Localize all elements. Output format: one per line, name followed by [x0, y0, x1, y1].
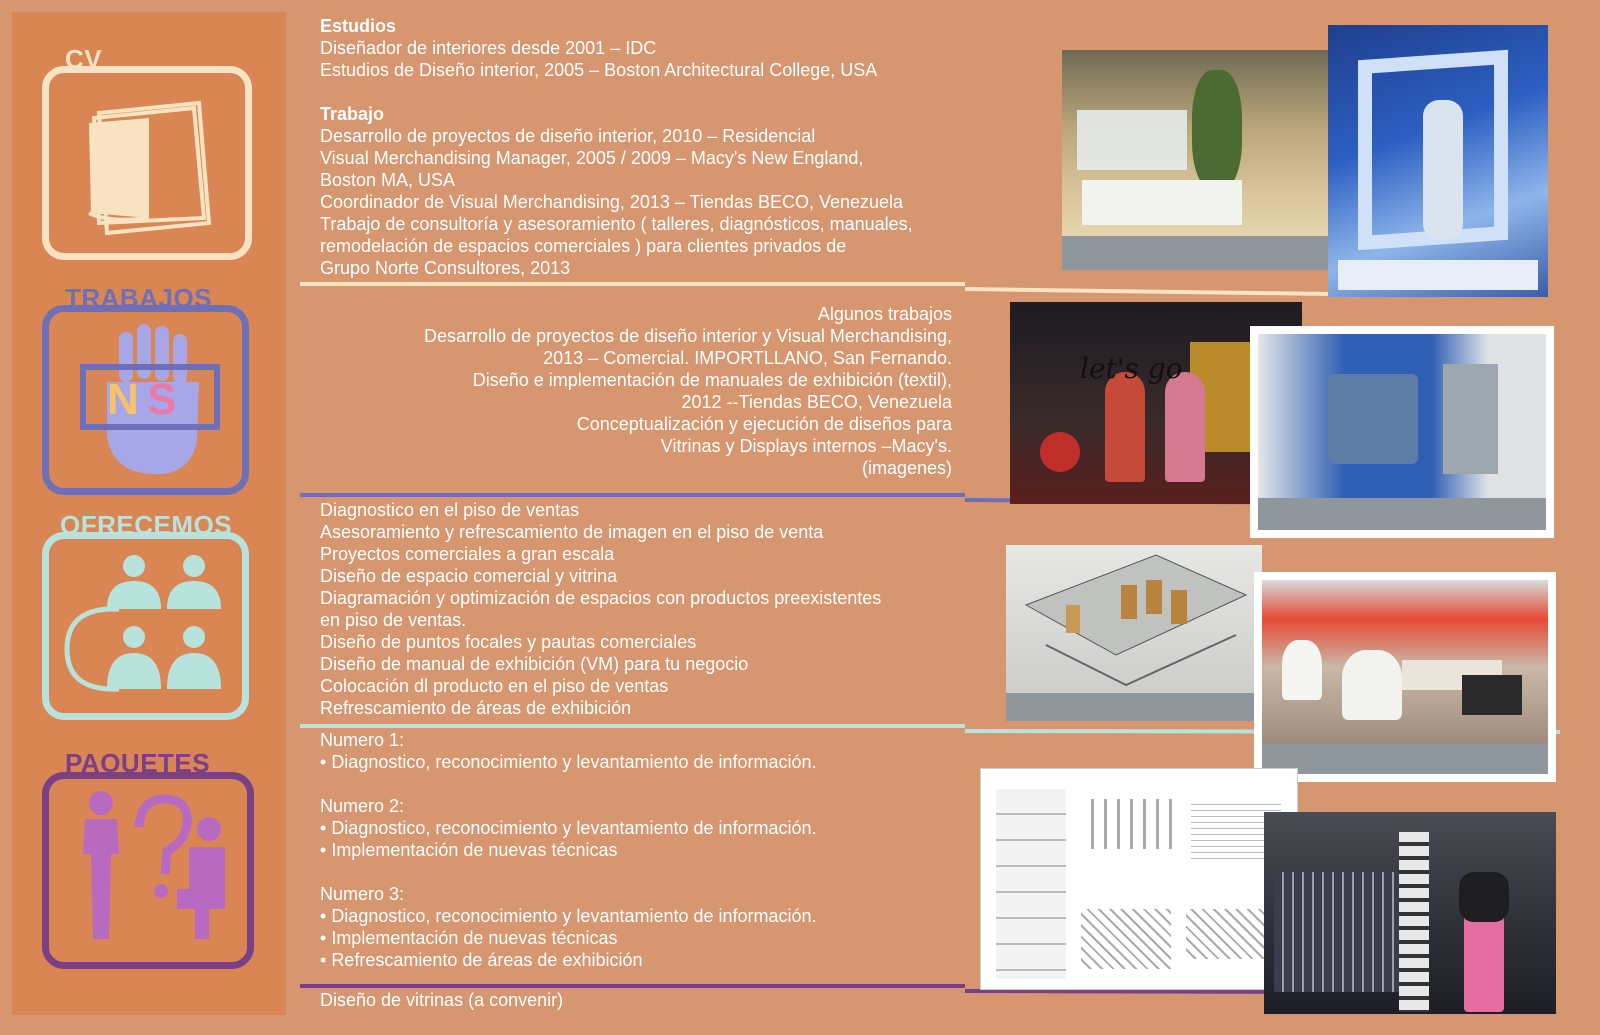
- trabajo-line: Trabajo de consultoría y asesoramiento ( talleres, diagnósticos, manuales,: [320, 214, 913, 234]
- section-title-cv: CV: [65, 44, 103, 74]
- paquetes-icon-box[interactable]: [42, 772, 254, 969]
- cv-icon-box[interactable]: [42, 66, 252, 260]
- photo-overlay-text: let's go: [1080, 352, 1183, 385]
- trabajos-block: [300, 303, 952, 479]
- estudios-line: Estudios de Diseño interior, 2005 – Boston Architectural College, USA: [320, 60, 878, 80]
- cv-block: [320, 15, 913, 279]
- trabajos-icon-box[interactable]: [42, 305, 249, 495]
- trabajo-line: remodelación de espacios comerciales ) para clientes privados de: [320, 236, 847, 256]
- ofrecemos-line: Diagramación y optimización de espacios con productos preexistentes: [320, 588, 882, 608]
- ofrecemos-line: Refrescamiento de áreas de exhibición: [320, 698, 632, 718]
- photo-clothing-store: [1264, 812, 1556, 1014]
- trabajos-line: Algunos trabajos: [817, 304, 952, 324]
- estudios-heading: Estudios: [320, 16, 397, 36]
- ofrecemos-line: en piso de ventas.: [320, 610, 467, 630]
- photo-jeans-display: [1250, 326, 1554, 538]
- trabajos-line: (imagenes): [861, 458, 952, 478]
- trabajo-line: Visual Merchandising Manager, 2005 / 2009 – Macy's New England,: [320, 148, 864, 168]
- paquete-3-title: Numero 3:: [320, 884, 405, 904]
- meeting-people-icon: [49, 539, 242, 713]
- paquetes-extra: Diseño de vitrinas (a convenir): [320, 990, 564, 1010]
- divider-cv: [300, 280, 1330, 296]
- section-title-paquetes: PAQUETES: [65, 748, 211, 778]
- trabajos-line: 2012 --Tiendas BECO, Venezuela: [681, 392, 952, 412]
- trabajo-line: Grupo Norte Consultores, 2013: [320, 258, 571, 278]
- hand-logo-icon: [49, 312, 242, 488]
- paquete-item: • Implementación de nuevas técnicas: [320, 839, 817, 861]
- ofrecemos-line: Diseño de manual de exhibición (VM) para tu negocio: [320, 654, 749, 674]
- trabajos-line: Diseño e implementación de manuales de exhibición (textil),: [472, 370, 952, 390]
- ofrecemos-line: Colocación dl producto en el piso de ventas: [320, 676, 669, 696]
- ofrecemos-block: [320, 499, 881, 719]
- ofrecemos-line: Diseño de espacio comercial y vitrina: [320, 566, 618, 586]
- paquete-1-title: Numero 1:: [320, 730, 405, 750]
- trabajos-line: Conceptualización y ejecución de diseños para: [576, 414, 952, 434]
- question-people-icon: [49, 779, 247, 962]
- trabajo-line: Desarrollo de proyectos de diseño interior, 2010 – Residencial: [320, 126, 816, 146]
- trabajos-line: 2013 – Comercial. IMPORTLLANO, San Fernando.: [543, 348, 952, 368]
- paquete-item: • Diagnostico, reconocimiento y levantamiento de información.: [320, 905, 817, 927]
- paquetes-block: [320, 729, 817, 971]
- trabajos-line: Desarrollo de proyectos de diseño interior y Visual Merchandising,: [424, 326, 952, 346]
- section-title-trabajos: TRABAJOS: [65, 283, 213, 313]
- section-title-ofrecemos: OFRECEMOS: [60, 510, 233, 540]
- estudios-line: Diseñador de interiores desde 2001 – IDC: [320, 38, 657, 58]
- paquete-item: • Refrescamiento de áreas de exhibición: [320, 949, 817, 971]
- photo-store-interior: [1062, 50, 1328, 270]
- ofrecemos-line: Asesoramiento y refrescamiento de imagen en el piso de venta: [320, 522, 824, 542]
- trabajo-line: Boston MA, USA: [320, 170, 456, 190]
- photo-mannequin-window: [1328, 25, 1548, 297]
- svg-text:N: N: [107, 375, 139, 424]
- trabajo-line: Coordinador de Visual Merchandising, 2013 – Tiendas BECO, Venezuela: [320, 192, 904, 212]
- paquete-item: • Diagnostico, reconocimiento y levantamiento de información.: [320, 817, 817, 839]
- paquete-item: • Diagnostico, reconocimiento y levantamiento de información.: [320, 751, 817, 773]
- book-icon: [49, 73, 245, 253]
- ofrecemos-line: Diagnostico en el piso de ventas: [320, 500, 580, 520]
- photo-workshop-meeting: [1254, 572, 1556, 782]
- ofrecemos-line: Proyectos comerciales a gran escala: [320, 544, 615, 564]
- paquete-item: • Implementación de nuevas técnicas: [320, 927, 817, 949]
- svg-text:S: S: [147, 375, 177, 424]
- paquete-2-title: Numero 2:: [320, 796, 405, 816]
- trabajos-line: Vitrinas y Displays internos –Macy's.: [660, 436, 952, 456]
- ofrecemos-icon-box[interactable]: [42, 532, 249, 720]
- trabajo-heading: Trabajo: [320, 104, 385, 124]
- photo-manual-page: [980, 768, 1298, 990]
- ofrecemos-line: Diseño de puntos focales y pautas comerciales: [320, 632, 697, 652]
- photo-store-3d-plan: [1006, 545, 1262, 721]
